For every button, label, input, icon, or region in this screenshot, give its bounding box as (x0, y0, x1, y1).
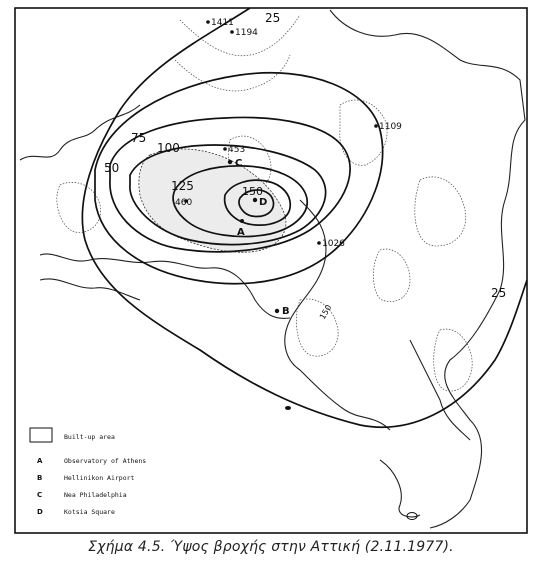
station-value-1194: 1194 (235, 28, 258, 38)
station-value-1411: 1411 (211, 18, 234, 28)
legend-text-1: Observatory of Athens (64, 457, 147, 465)
isohyet-label-125: 125 (171, 179, 194, 193)
station-value-1109: 1109 (379, 122, 402, 132)
isohyet-label-25-top: 25 (265, 11, 281, 25)
isohyets (82, 8, 527, 427)
legend-text-3: Nea Philadelphia (64, 491, 127, 499)
figure-caption: Σχήμα 4.5. Ύψος βροχής στην Αττική (2.11.1977). (88, 539, 454, 555)
isohyet-label-150: 150 (242, 185, 263, 198)
isohyet-label-100: 100 (157, 141, 180, 155)
legend-key-d: D (37, 508, 43, 516)
station-value-453: 453 (228, 145, 246, 155)
legend-swatch-built-up (30, 428, 52, 442)
isohyet-label-50: 50 (104, 161, 120, 175)
isohyet-25-outer (82, 8, 527, 427)
point-c: C (235, 158, 243, 169)
station-value-460: 460 (175, 198, 193, 208)
point-b: B (282, 306, 290, 317)
point-a: A (237, 227, 245, 238)
map-frame (15, 8, 527, 533)
legend-text-0: Built-up area (64, 433, 115, 441)
legend-key-a: A (37, 457, 43, 465)
legend-text-2: Hellinikon Airport (64, 474, 135, 482)
station-value-1026: 1026 (322, 239, 345, 249)
coastline (20, 10, 525, 528)
isohyet-label-25-right: 25 (491, 286, 507, 300)
legend-key-c: C (37, 491, 43, 499)
isohyet-label-75: 75 (131, 131, 147, 145)
point-d: D (259, 197, 268, 208)
legend (30, 428, 146, 516)
station-value-150-low: 150 (317, 303, 334, 321)
legend-key-b: B (37, 474, 43, 482)
legend-text-4: Kotsia Square (64, 508, 115, 516)
